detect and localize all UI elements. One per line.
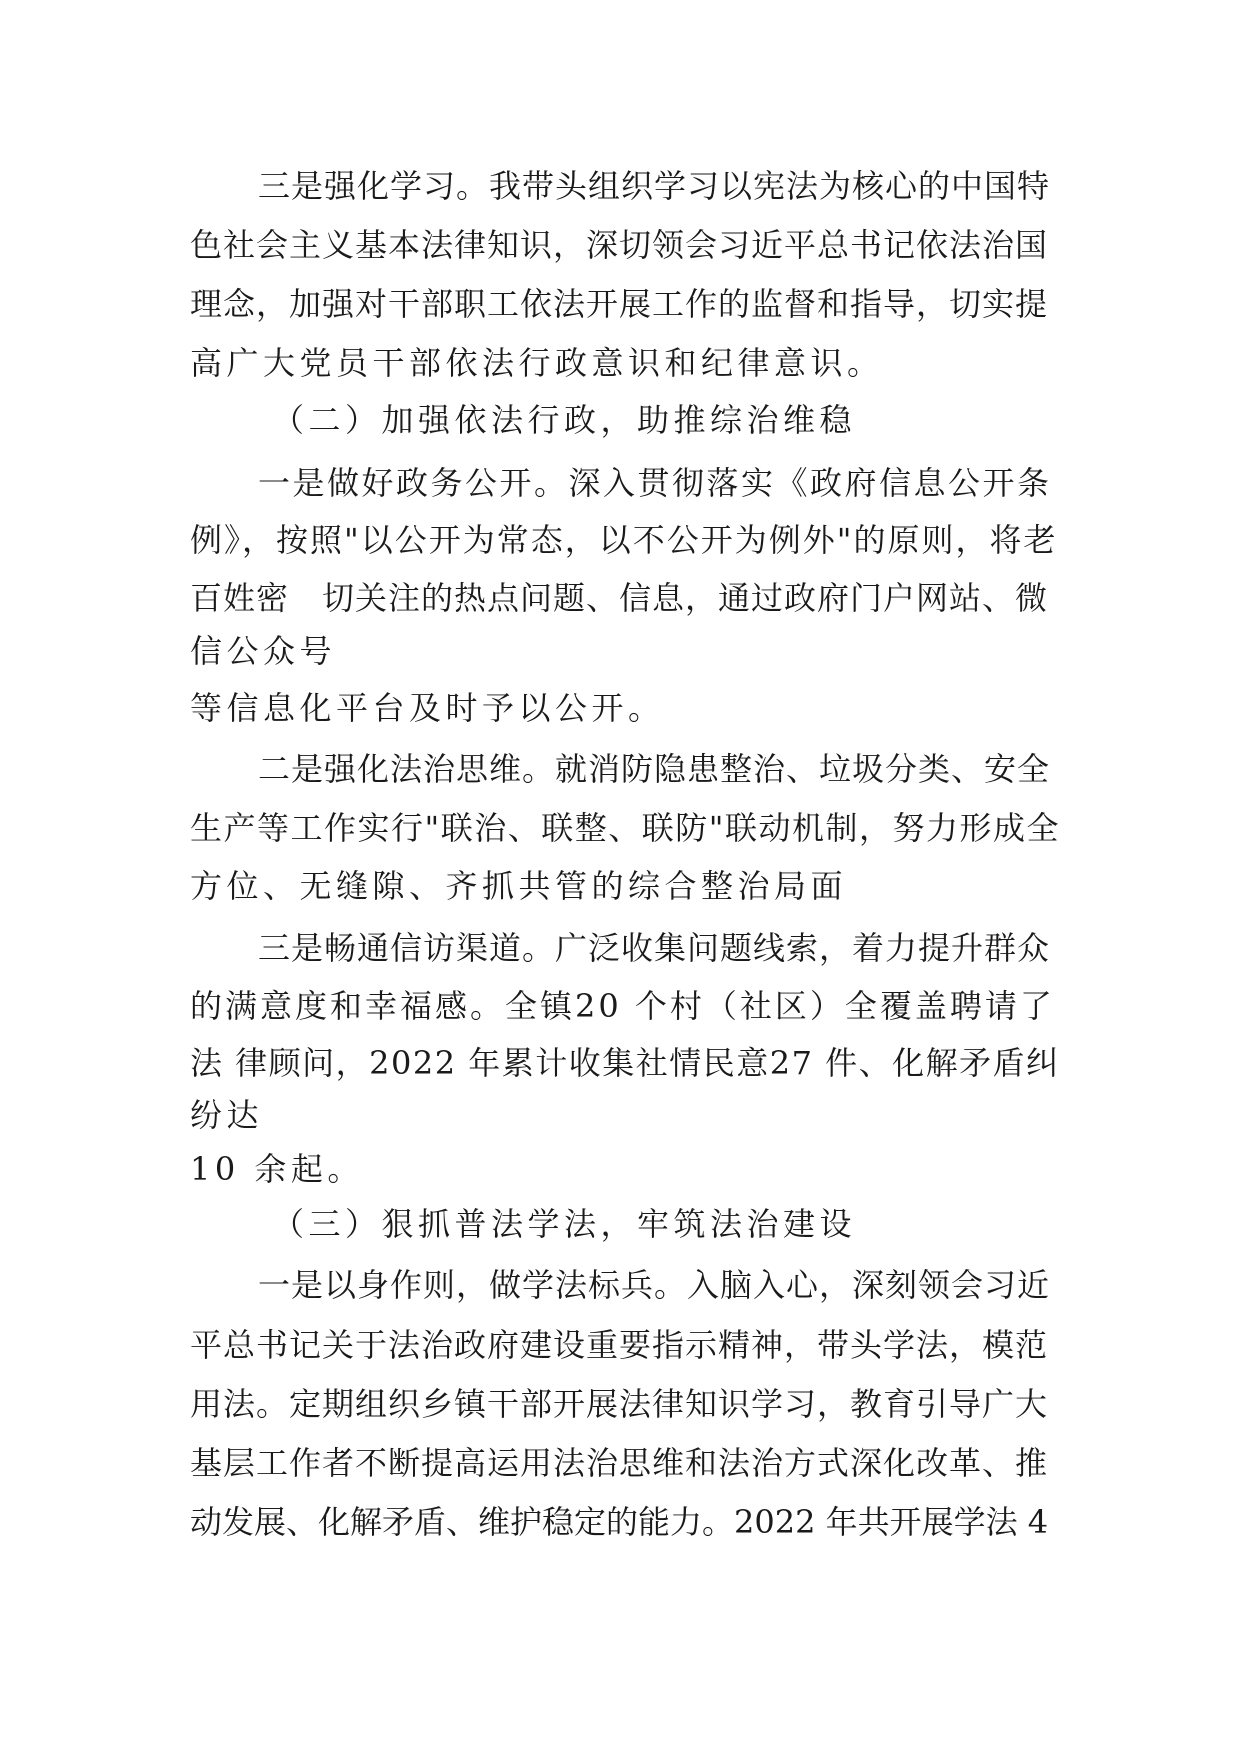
paragraph-line: 二是强化法治思维。就消防隐患整治、垃圾分类、安全: [258, 750, 1051, 788]
section-heading: （二）加强依法行政，助推综治维稳: [272, 401, 857, 439]
paragraph-line: 色社会主义基本法律知识，深切领会习近平总书记依法治国: [190, 226, 1049, 264]
paragraph-line: 百姓密 切关注的热点问题、信息，通过政府门户网站、微: [190, 579, 1049, 617]
paragraph-line: 的满意度和幸福感。全镇20 个村（社区）全覆盖聘请了: [190, 987, 1055, 1025]
paragraph-line: 10 余起。: [190, 1150, 364, 1188]
paragraph-line: 三是强化学习。我带头组织学习以宪法为核心的中国特: [258, 167, 1051, 205]
paragraph-line: 生产等工作实行"联治、联整、联防"联动机制，努力形成全: [190, 809, 1060, 847]
paragraph-line: 一是以身作则，做学法标兵。入脑入心，深刻领会习近: [258, 1266, 1051, 1304]
paragraph-line: 基层工作者不断提高运用法治思维和法治方式深化改革、推: [190, 1444, 1049, 1482]
paragraph-line: 例》，按照"以公开为常态，以不公开为例外"的原则，将老: [190, 521, 1058, 559]
paragraph-line: 高广大党员干部依法行政意识和纪律意识。: [190, 344, 884, 382]
paragraph-line: 平总书记关于法治政府建设重要指示精神，带头学法，模范: [190, 1326, 1049, 1364]
paragraph-line: 信公众号: [190, 632, 337, 670]
paragraph-line: 动发展、化解矛盾、维护稳定的能力。2022 年共开展学法 4: [190, 1503, 1049, 1541]
paragraph-line: 纷达: [190, 1096, 264, 1134]
paragraph-line: 法 律顾问，2022 年累计收集社情民意27 件、化解矛盾纠: [190, 1044, 1060, 1082]
paragraph-line: 一是做好政务公开。深入贯彻落实《政府信息公开条: [258, 464, 1052, 502]
section-heading: （三）狠抓普法学法，牢筑法治建设: [272, 1205, 857, 1243]
paragraph-line: 方位、无缝隙、齐抓共管的综合整治局面: [190, 867, 848, 905]
paragraph-line: 理念，加强对干部职工依法开展工作的监督和指导，切实提: [190, 285, 1049, 323]
paragraph-line: 三是畅通信访渠道。广泛收集问题线索，着力提升群众: [258, 929, 1051, 967]
paragraph-line: 用法。定期组织乡镇干部开展法律知识学习，教育引导广大: [190, 1385, 1049, 1423]
paragraph-line: 等信息化平台及时予以公开。: [190, 689, 665, 727]
